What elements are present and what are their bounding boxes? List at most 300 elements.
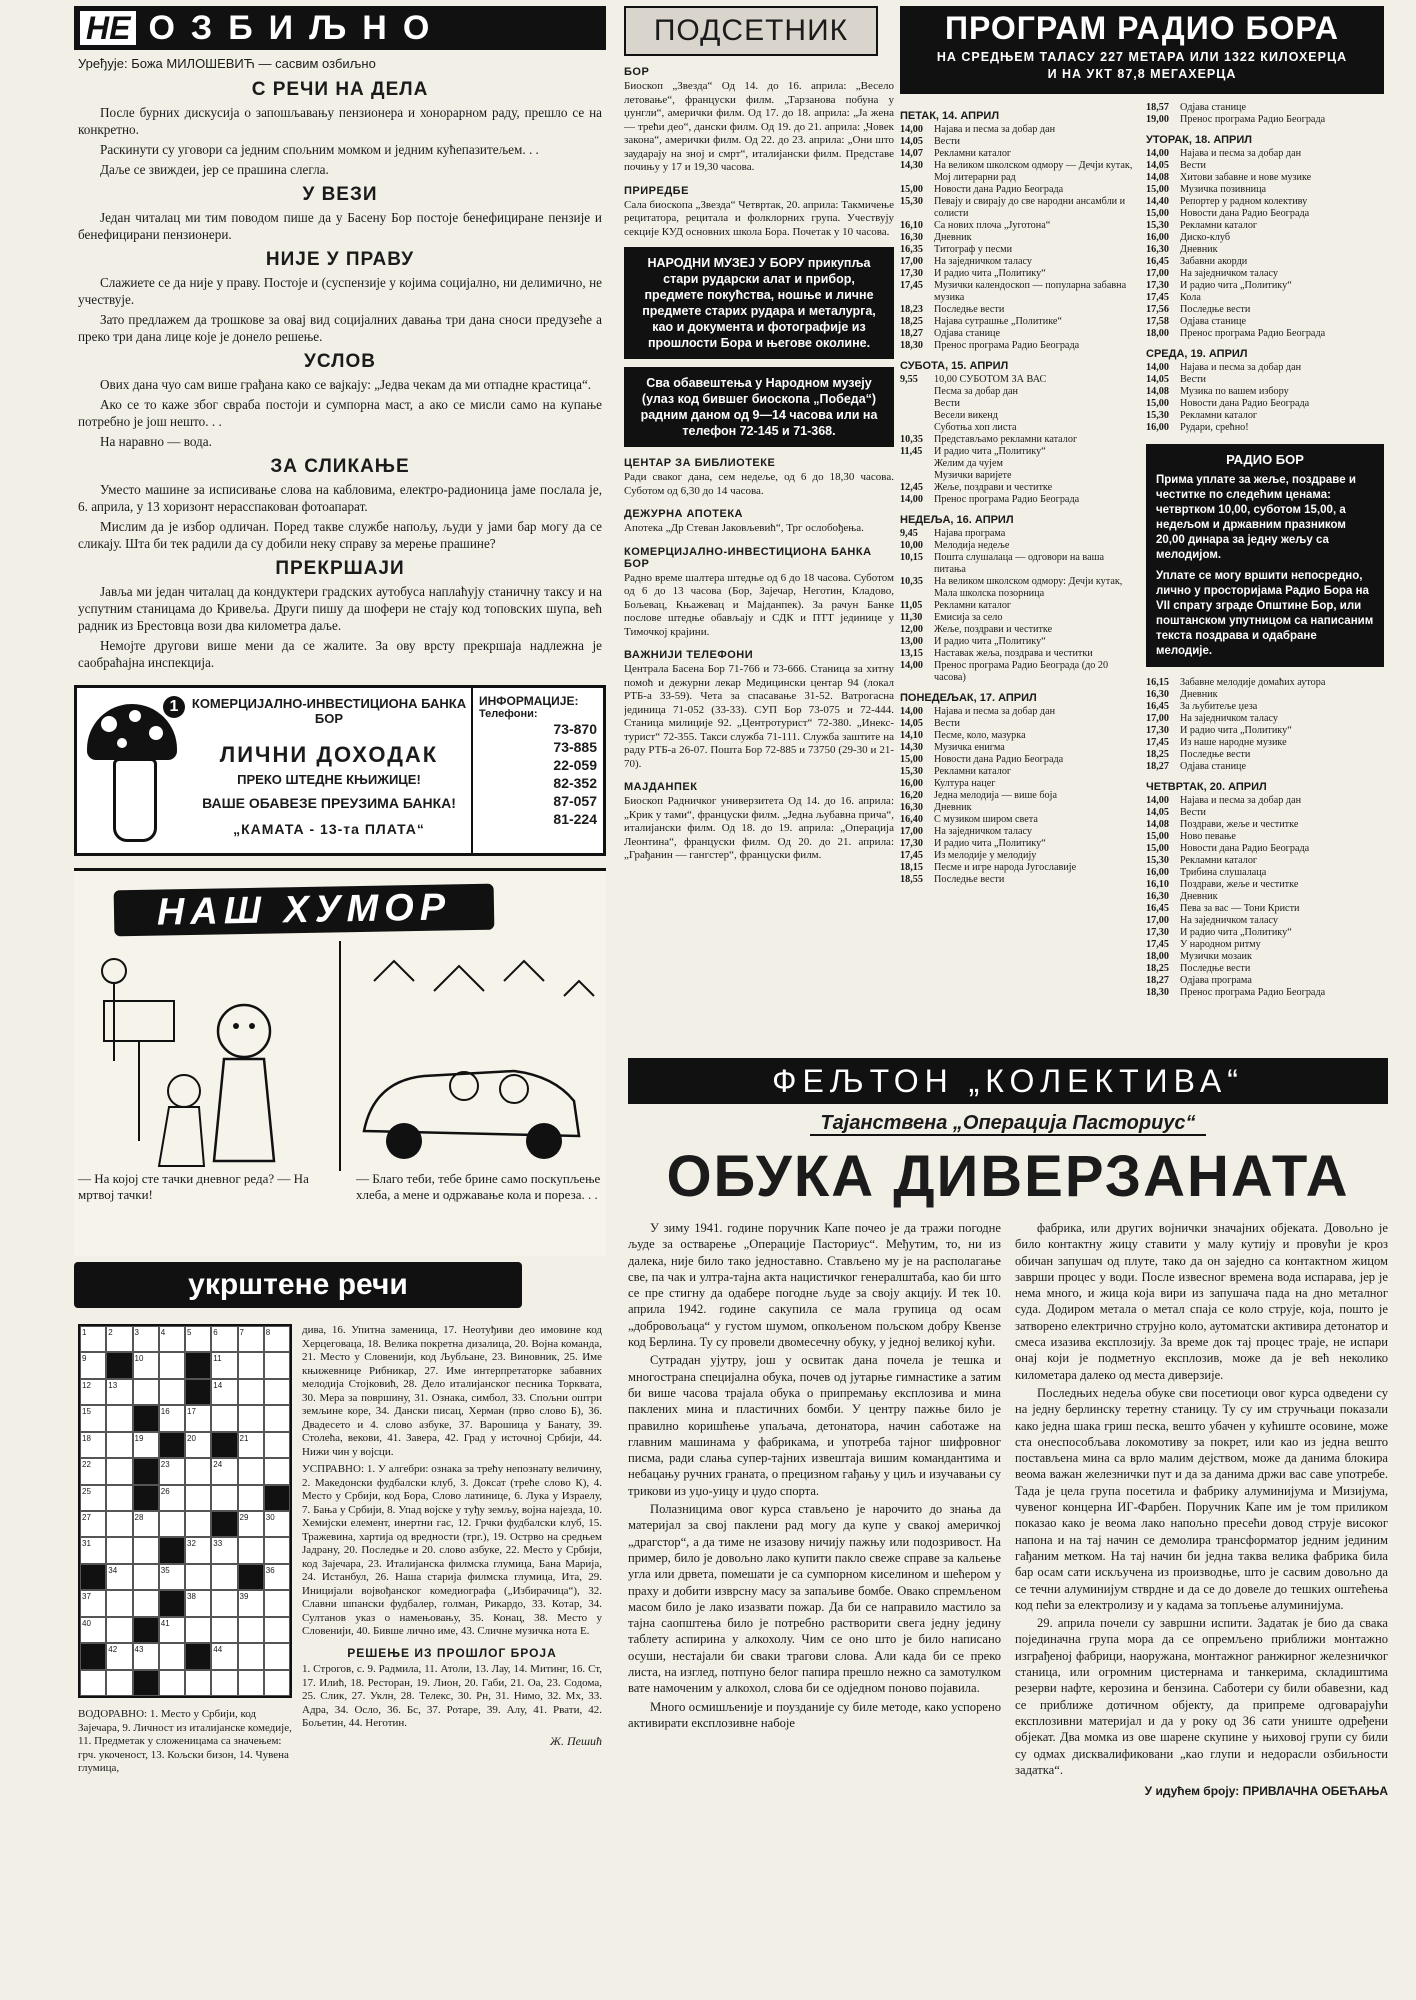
section-paragraph: Зато предлажем да трошкове за овај вид социјалних давања три дана сноси предузеће а преко три дана лице које је донело решење. (78, 312, 602, 344)
program-time: 18,25 (1146, 749, 1169, 760)
radio-program-row (1146, 903, 1384, 915)
program-time: 17,30 (1146, 280, 1169, 291)
crossword-cell (80, 1670, 106, 1696)
program-time: 15,00 (1146, 184, 1169, 195)
crossword-cell (106, 1458, 132, 1484)
program-time: 16,30 (900, 802, 923, 813)
humor-section (74, 868, 606, 1256)
radio-day-heading: СУБОТА, 15. АПРИЛ (900, 360, 1009, 372)
program-time: 17,45 (1146, 737, 1169, 748)
program-name: Пренос програма Радио Београда (934, 340, 1080, 351)
crossword-cell: 16 (159, 1405, 185, 1431)
program-time: 15,00 (1146, 398, 1169, 409)
crossword-cell: 39 (238, 1590, 264, 1616)
program-time: 16,10 (900, 220, 923, 231)
program-name: Желим да чујем (934, 458, 1003, 469)
podsetnik-section-text: Биоскоп „Звезда“ Од 14. до 16. априла: „Весело летовање“, француски филм. „Тарзанова побуна у џунгли“, амерички филм. Од 17. до 18. априла: „Ја жена — трећи део“, дански филм. Од 19. до 21. априла: „Човек закона“, амерички филм. Од 22. до 23. априла: „Они што заударају на зној и смрт“, италијански филм. Представе почињу у 17 и 19,30 часова. (624, 80, 894, 173)
crossword-cell: 31 (80, 1537, 106, 1563)
radio-day-heading: ПЕТАК, 14. АПРИЛ (900, 110, 1000, 122)
crossword-cell: 30 (264, 1511, 290, 1537)
podsetnik-section-heading: ЦЕНТАР ЗА БИБЛИОТЕКЕ (624, 457, 776, 469)
radio-program-row (1146, 737, 1384, 749)
crossword-cell (159, 1352, 185, 1378)
program-name: Рекламни каталог (934, 766, 1012, 777)
program-name: Са нових плоча „Југотона“ (934, 220, 1051, 231)
radio-program-row (900, 148, 1138, 160)
program-time: 14,05 (1146, 374, 1169, 385)
crossword-cell: 44 (211, 1643, 237, 1669)
crossword-black-cell (133, 1617, 159, 1643)
ad-info-panel (471, 688, 603, 853)
crossword-cell (185, 1617, 211, 1643)
radio-program-row (1146, 328, 1384, 340)
section-paragraph: Ако се то каже због свраба постоји и сумпорна маст, а ако се мисли само на купање потребно је још нешто. . . (78, 397, 602, 429)
feuilleton-paragraph: Последњих недеља обуке сви посетиоци овог курса одведени су на једну берлинску теретну станицу. Ту су им стручњаци показали како једна шака гриш песка, вешто убачен у кућиште осовине, може ста онеспособљава локомотиву за покрет, или као из једна вешто постављена мина са врло малим дејством, може да данима блокира веома важан железнички пут и да за данима држи вас саве употребе. Тада је цела група посетила и фабрику алуминијума и Мизијума, чувеног концерна ИГ-Фарбен. Поручник Капе им је том приликом показао како је веома лако напољно пресећи довод струје високог напона и на тај начин се демолира трансформатор једним јединим гађаним метком. На тај начин би једна таква велика фабрика била бар осам сати искључена из производње, што је сасвим довољно да се течни алуминијум стврдне и да се до довеле до тешких оштећења код пећи за електролизу и у кадама за топљење алуминијума. (1015, 1385, 1388, 1612)
program-name: Најава и песма за добар дан (934, 706, 1056, 717)
radio-program-row (1146, 256, 1384, 268)
radio-program-row (1146, 927, 1384, 939)
program-name: Пренос програма Радио Београда (1180, 328, 1326, 339)
museum-box (624, 247, 894, 359)
crossword-cell (185, 1511, 211, 1537)
museum-box-2 (624, 367, 894, 447)
podsetnik-section-heading: МАЈДАНПЕК (624, 781, 698, 793)
program-time: 17,30 (900, 268, 923, 279)
crossword-black-cell (159, 1537, 185, 1563)
crossword-black-cell (264, 1485, 290, 1511)
masthead-ne: НЕ (78, 9, 138, 47)
radio-program-column (900, 6, 1384, 1051)
program-name: Песме, коло, мазурка (934, 730, 1026, 741)
section-paragraph: Јавља ми један читалац да кондуктери градских аутобуса наплаћују станичну таксу и на успутним станицама до Кривеља. Други пишу да шофери не стају код топовских шупа, већ радник из Брестовца вози два километра даље. (78, 584, 602, 633)
radio-program-row (900, 612, 1138, 624)
program-name: И радио чита „Политику“ (934, 636, 1046, 647)
program-name: Рудари, срећно! (1180, 422, 1249, 433)
program-time: 17,00 (900, 256, 923, 267)
ad-line-2: ВАШЕ ОБАВЕЗЕ ПРЕУЗИМА БАНКА! (202, 795, 456, 811)
program-name: 10,00 СУБОТОМ ЗА ВАС (934, 374, 1047, 385)
crossword-title: укрштене речи (74, 1262, 522, 1308)
radio-day-heading: НЕДЕЉА, 16. АПРИЛ (900, 514, 1014, 526)
program-time: 9,55 (900, 374, 918, 385)
radio-program-row (1146, 975, 1384, 987)
podsetnik-section-text: Апотека „Др Стеван Јаковљевић“, Трг ослобођења. (624, 522, 864, 534)
radio-program-row (900, 838, 1138, 850)
bank-advertisement (74, 685, 606, 856)
crossword-cell: 12 (80, 1379, 106, 1405)
radio-program-row (900, 706, 1138, 718)
crossword-cell: 33 (211, 1537, 237, 1563)
radio-program-row (1146, 831, 1384, 843)
program-name: Певају и свирају до све народни ансамбли и солисти (934, 196, 1126, 219)
clues-down: УСПРАВНО: 1. У алгебри: ознака за трећу непознату величину, 2. Македонски фудбалски клуб, 3. Доксат (треће слово К), 4. Место у Србији, код Бора, Слово латинице, 6. Лука у Израелу, 7. Бања у Србији, 8. Упад војске у туђу земљу, војна најезда, 10. Хемијски елемент, инертни гас, 12. Грчки фудбалски клуб, 15. Тражевина, хартија од вредности (трг.), 19. Острво на средњем Јадрану, 20. Последње и 20. слово азбуке, 22. Место у Србији, код Зајечара, 23. Италијанска филмска глумица, Бана Марија, 24. Истанбул, 26. Наша старија филмска глумица, Ита, 29. Иницијали војвођанског комедиографа („Избирачица“), 32. Славни шпански фудбалер, голман, Рикардо, 33. Котар, 34. Султанов указ о намењовању, 35. Конац, 38. Место у Словенији, 40. Бивше лично име, 43. Сличне музичка нота Е. (302, 1463, 602, 1637)
crossword-black-cell (211, 1511, 237, 1537)
radio-program-row (900, 814, 1138, 826)
podsetnik-section-heading: БОР (624, 66, 650, 78)
program-name: Кола (1180, 292, 1201, 303)
program-name: Пева за вас — Тони Кристи (1180, 903, 1300, 914)
radio-program-row (1146, 677, 1384, 689)
program-name: Музика по вашем избору (1180, 386, 1289, 397)
podsetnik-section-text: Биоскоп Радничког универзитета Од 14. до 16. априла: „Крик у тами“, француски филм. „Једна љубавна прича“, италијански филм. Од 18. до 19. априла: „Операција Леонтина“, француски филм. Од 20. до 21. априла: „Грађанин — гангстер“, француски филм. (624, 795, 894, 861)
radio-program-row (1146, 795, 1384, 807)
program-time: 17,00 (1146, 713, 1169, 724)
radio-program-row (1146, 374, 1384, 386)
crossword-cell (211, 1564, 237, 1590)
program-time: 14,10 (900, 730, 923, 741)
crossword-cell (106, 1511, 132, 1537)
crossword-cell: 26 (159, 1485, 185, 1511)
radio-program-row (900, 196, 1138, 220)
radio-program-row (1146, 398, 1384, 410)
program-name: Песме и игре народа Југославије (934, 862, 1077, 873)
section-paragraph: Даље се звиждеи, јер се прашина слегла. (100, 162, 329, 177)
feuilleton-title: ОБУКА ДИВЕРЗАНАТА (666, 1144, 1350, 1209)
section-heading: УСЛОВ (304, 351, 376, 372)
program-time: 14,30 (900, 742, 923, 753)
program-time: 11,30 (900, 612, 923, 623)
ad-number: 1 (163, 696, 185, 718)
program-name: Одјава станице (934, 328, 1000, 339)
radio-program-row (1146, 987, 1384, 999)
program-time: 13,15 (900, 648, 923, 659)
radio-day-heading: УТОРАК, 18. АПРИЛ (1146, 134, 1252, 146)
program-time (900, 386, 934, 398)
ne-ozbiljno-masthead (74, 6, 606, 50)
radio-program-row (900, 446, 1138, 458)
humor-title: НАШ ХУМОР (114, 884, 495, 937)
radio-program-row (1146, 160, 1384, 172)
crossword-cell: 20 (185, 1432, 211, 1458)
crossword-section (74, 1262, 606, 1772)
program-time: 14,00 (1146, 795, 1169, 806)
program-name: Одјава станице (1180, 316, 1246, 327)
program-name: Најава и песма за добар дан (934, 124, 1056, 135)
program-name: Титограф у песми (934, 244, 1013, 255)
program-name: Музички календоскоп — популарна забавна музика (934, 280, 1127, 303)
program-name: И радио чита „Политику“ (1180, 280, 1292, 291)
program-name: Вести (934, 718, 960, 729)
crossword-cell (185, 1458, 211, 1484)
program-name: Забавни акорди (1180, 256, 1248, 267)
program-name: Пренос програма Радио Београда (934, 494, 1080, 505)
program-time: 17,30 (1146, 725, 1169, 736)
program-time: 14,40 (1146, 196, 1169, 207)
program-name: Вести (934, 398, 960, 409)
program-time: 17,45 (900, 280, 923, 291)
crossword-cell: 5 (185, 1326, 211, 1352)
radio-program-row (1146, 114, 1384, 126)
feuilleton-section (628, 1058, 1388, 1993)
crossword-cell (185, 1564, 211, 1590)
program-name: Новости дана Радио Београда (1180, 208, 1310, 219)
crossword-cell: 10 (133, 1352, 159, 1378)
program-time: 10,15 (900, 552, 923, 563)
crossword-grid (78, 1324, 292, 1698)
program-name: С музиком широм света (934, 814, 1038, 825)
radio-program-row (900, 494, 1138, 506)
program-name: На заједничком таласу (1180, 713, 1278, 724)
radio-program-row (900, 160, 1138, 184)
crossword-black-cell (133, 1485, 159, 1511)
crossword-cell (238, 1352, 264, 1378)
crossword-cell: 41 (159, 1617, 185, 1643)
program-name: Новости дана Радио Београда (1180, 843, 1310, 854)
program-time: 10,35 (900, 434, 923, 445)
program-name: Из мелодије у мелодију (934, 850, 1037, 861)
crossword-cell (159, 1670, 185, 1696)
crossword-cell: 18 (80, 1432, 106, 1458)
program-time: 16,45 (1146, 701, 1169, 712)
radio-program-row (900, 850, 1138, 862)
program-time: 18,27 (1146, 761, 1169, 772)
feuilleton-paragraph: 29. априла почели су завршни испити. Задатак је био да свака појединачна група мора да се опремљено приближи монтажно изграђеној фабрици, наоружана, монтажног ранжирног железничког станица, или огромним цистернама и танкерима, складиштима резерви нафте, керозина и бензина. Саботери су били обавезни, кад се приближе дотичном објекту, да припреме одговарајући експлозивни материјал и да у року од 36 сати униште одређени објекат. Два момка из ове шарене скупине у њиховој групи су били су одмах дисквалификовани „као глупи и недорасли озбиљности задатка“. (1015, 1616, 1388, 1777)
ad-phone-number: 81-224 (553, 811, 597, 827)
crossword-cell (211, 1617, 237, 1643)
program-time: 18,00 (1146, 951, 1169, 962)
program-time: 18,00 (1146, 328, 1169, 339)
radio-program-row (1146, 304, 1384, 316)
program-name: Дневник (1180, 891, 1218, 902)
section-paragraph: Немојте другови више мени да се жалите. За ову врсту прекршаја надлежна је саобраћајна инспекција. (78, 638, 602, 670)
crossword-cell: 11 (211, 1352, 237, 1378)
program-name: Новости дана Радио Београда (1180, 398, 1310, 409)
radio-program-row (1146, 172, 1384, 184)
radio-right-column (1138, 102, 1384, 999)
radio-program-row (900, 458, 1138, 470)
crossword-cell (264, 1405, 290, 1431)
radio-program-row (900, 528, 1138, 540)
crossword-cell (264, 1670, 290, 1696)
program-name: Песма за добар дан (934, 386, 1018, 397)
program-time: 18,57 (1146, 102, 1169, 113)
program-time: 14,08 (1146, 386, 1169, 397)
radio-program-row (900, 576, 1138, 600)
program-name: Музички вариjете (934, 470, 1012, 481)
radio-program-row (900, 374, 1138, 386)
program-time: 16,45 (1146, 903, 1169, 914)
section-heading: У ВЕЗИ (302, 184, 378, 205)
crossword-cell: 23 (159, 1458, 185, 1484)
crossword-cell: 13 (106, 1379, 132, 1405)
program-time: 15,00 (1146, 208, 1169, 219)
program-name: Вести (1180, 374, 1206, 385)
program-time: 18,55 (900, 874, 923, 885)
crossword-cell: 38 (185, 1590, 211, 1616)
crossword-cell (106, 1590, 132, 1616)
crossword-cell (159, 1511, 185, 1537)
program-time (900, 398, 934, 410)
radio-program-row (1146, 148, 1384, 160)
program-name: И радио чита „Политику“ (934, 446, 1046, 457)
program-name: Одјава програма (1180, 975, 1252, 986)
radio-program-row (900, 232, 1138, 244)
radio-program-row (1146, 939, 1384, 951)
solution-heading: РЕШЕЊЕ ИЗ ПРОШЛОГ БРОЈА (347, 1645, 557, 1660)
radio-program-row (900, 552, 1138, 576)
section-heading: ЗА СЛИКАЊЕ (270, 456, 410, 477)
program-time: 14,08 (1146, 819, 1169, 830)
section-paragraph: Уместо машине за исписивање слова на кабловима, електро-радионица јаме послала је, 6. априла, у 13 хоризонт нерасспакован фотоапарат. (78, 482, 602, 514)
crossword-black-cell (133, 1405, 159, 1431)
section-heading: С РЕЧИ НА ДЕЛА (251, 79, 429, 100)
radio-program-row (1146, 807, 1384, 819)
program-name: Вести (1180, 807, 1206, 818)
crossword-cell: 21 (238, 1432, 264, 1458)
program-time: 16,00 (1146, 422, 1169, 433)
program-name: Дневник (1180, 244, 1218, 255)
program-name: Репортер у радном колективу (1180, 196, 1308, 207)
crossword-cell (133, 1537, 159, 1563)
crossword-black-cell (133, 1670, 159, 1696)
program-name: Рекламни каталог (1180, 410, 1258, 421)
program-time (900, 410, 934, 422)
crossword-cell (264, 1643, 290, 1669)
radio-program-row (1146, 891, 1384, 903)
program-name: Музички мозаик (1180, 951, 1252, 962)
program-name: Одјава станице (1180, 102, 1246, 113)
program-time: 14,00 (900, 494, 923, 505)
program-time: 18,25 (1146, 963, 1169, 974)
program-time: 17,30 (900, 838, 923, 849)
crossword-cell: 35 (159, 1564, 185, 1590)
section-paragraph: Слажиете се да није у праву. Постоје и (суспензије у којима социјално, ни делимично, не учествује. (78, 275, 602, 307)
radio-program-row (900, 244, 1138, 256)
cartoon-caption-1: — На којој сте тачки дневног реда? — На мртвој тачки! (78, 1171, 309, 1202)
crossword-cell (211, 1590, 237, 1616)
radio-program-row (900, 256, 1138, 268)
radio-title: ПРОГРАМ РАДИО БОРА (944, 10, 1340, 46)
crossword-cell: 36 (264, 1564, 290, 1590)
program-time: 12,00 (900, 624, 923, 635)
program-time: 18,30 (900, 340, 923, 351)
radio-program-row (900, 268, 1138, 280)
crossword-cell: 42 (106, 1643, 132, 1669)
crossword-cell (238, 1643, 264, 1669)
program-time: 18,27 (900, 328, 923, 339)
program-name: И радио чита „Политику“ (1180, 725, 1292, 736)
program-time: 18,30 (1146, 987, 1169, 998)
program-name: На заједничком таласу (1180, 915, 1278, 926)
crossword-cell (106, 1432, 132, 1458)
program-name: Поздрави, жеље и честитке (1180, 879, 1299, 890)
program-time: 14,00 (900, 660, 923, 671)
program-time: 18,25 (900, 316, 923, 327)
radio-program-row (1146, 689, 1384, 701)
program-time: 15,00 (900, 754, 923, 765)
museum-box-text-2: Сва обавештења у Народном музеју (улаз код бившег биоскопа „Победа“) радним даном од 9—14 часова или на телефон 72-145 и 71-368. (640, 376, 878, 438)
feuilleton-column-1 (628, 1220, 1001, 1798)
crossword-cell (133, 1590, 159, 1616)
program-name: Представљамо рекламни каталог (934, 434, 1078, 445)
program-name: Последње вести (1180, 304, 1251, 315)
radio-program-row (1146, 184, 1384, 196)
radio-program-row (900, 328, 1138, 340)
podsetnik-column (624, 6, 894, 1051)
program-name: Најава програма (934, 528, 1006, 539)
radio-program-row (900, 280, 1138, 304)
radio-program-row (1146, 316, 1384, 328)
program-time: 17,00 (1146, 268, 1169, 279)
program-time: 14,05 (1146, 807, 1169, 818)
crossword-cell (264, 1617, 290, 1643)
crossword-cell: 34 (106, 1564, 132, 1590)
crossword-cell: 8 (264, 1326, 290, 1352)
radio-program-row (1146, 422, 1384, 434)
program-name: Дневник (934, 232, 972, 243)
crossword-cell (238, 1485, 264, 1511)
program-name: Пренос програма Радио Београда (до 20 часова) (934, 660, 1109, 683)
program-time: 14,05 (900, 718, 923, 729)
crossword-cell: 6 (211, 1326, 237, 1352)
crossword-cell (106, 1485, 132, 1511)
radio-program-row (900, 790, 1138, 802)
program-name: Наставак жеља, поздрава и честитки (934, 648, 1093, 659)
program-name: Из наше народне музике (1180, 737, 1287, 748)
ad-phone-number: 73-870 (553, 721, 597, 737)
crossword-cell (159, 1643, 185, 1669)
program-time (900, 422, 934, 434)
crossword-cell (106, 1405, 132, 1431)
program-time: 14,07 (900, 148, 923, 159)
radio-program-row (1146, 819, 1384, 831)
crossword-cell (133, 1564, 159, 1590)
program-name: Поздрави, жеље и честитке (1180, 819, 1299, 830)
radio-program-row (900, 636, 1138, 648)
radio-program-row (1146, 196, 1384, 208)
radio-day-heading: ПОНЕДЕЉАК, 17. АПРИЛ (900, 692, 1037, 704)
radio-left-column (900, 102, 1138, 999)
radio-program-row (1146, 749, 1384, 761)
program-name: Новости дана Радио Београда (934, 754, 1064, 765)
program-name: На великом школском одмору — Дечји кутак, Мој литерарни рад (934, 160, 1133, 183)
program-time: 16,30 (1146, 891, 1169, 902)
crossword-black-cell (106, 1352, 132, 1378)
radio-program-row (900, 730, 1138, 742)
ad-line-1: ПРЕКО ШТЕДНЕ КЊИЖИЦЕ! (237, 772, 421, 787)
crossword-cell: 14 (211, 1379, 237, 1405)
radio-program-row (900, 386, 1138, 398)
radio-program-row (900, 482, 1138, 494)
program-name: Култура нацег (934, 778, 996, 789)
crossword-cell: 4 (159, 1326, 185, 1352)
crossword-cell (238, 1537, 264, 1563)
program-name: Најава и песма за добар дан (1180, 795, 1302, 806)
radio-program-row (900, 184, 1138, 196)
crossword-cell: 9 (80, 1352, 106, 1378)
radio-program-row (1146, 232, 1384, 244)
radio-program-row (1146, 410, 1384, 422)
crossword-cell (133, 1379, 159, 1405)
crossword-cell: 27 (80, 1511, 106, 1537)
radio-program-row (1146, 362, 1384, 374)
crossword-black-cell (238, 1564, 264, 1590)
program-time: 14,00 (1146, 362, 1169, 373)
crossword-cell (238, 1379, 264, 1405)
program-time: 17,00 (1146, 915, 1169, 926)
mushroom-logo (77, 688, 187, 853)
radio-program-row (1146, 268, 1384, 280)
program-name: Хитови забавне и нове музике (1180, 172, 1312, 183)
program-name: Пренос програма Радио Београда (1180, 114, 1326, 125)
radio-program-row (900, 434, 1138, 446)
program-time: 9,45 (900, 528, 918, 539)
program-name: Рекламни каталог (1180, 855, 1258, 866)
masthead-title: ОЗБИЉНО (148, 8, 446, 47)
radio-program-row (900, 660, 1138, 684)
program-name: Рекламни каталог (934, 148, 1012, 159)
program-time: 17,58 (1146, 316, 1169, 327)
